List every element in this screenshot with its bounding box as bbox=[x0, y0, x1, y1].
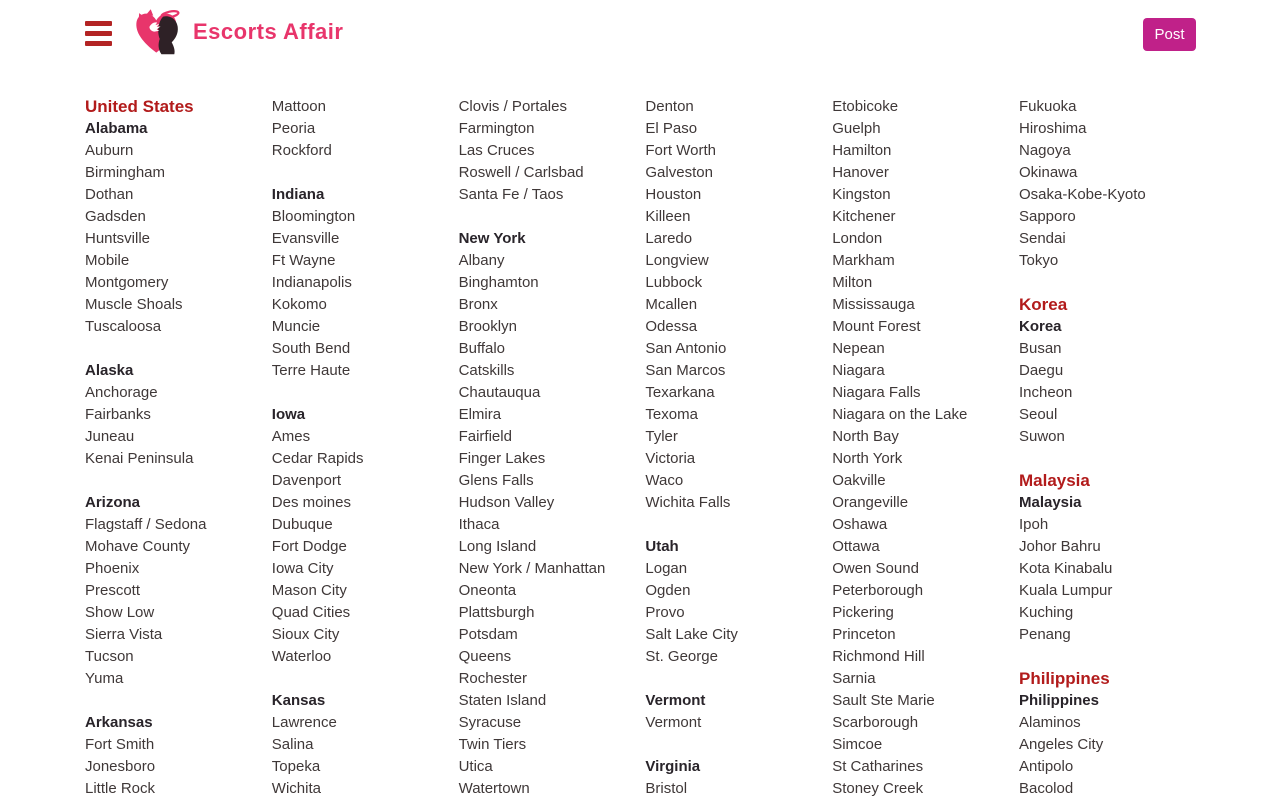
state-heading[interactable]: Virginia bbox=[645, 758, 701, 775]
city-link[interactable]: San Antonio bbox=[645, 340, 727, 357]
city-link[interactable]: Tuscaloosa bbox=[85, 318, 162, 335]
city-link[interactable]: Las Cruces bbox=[458, 142, 535, 159]
row-gap bbox=[85, 690, 272, 712]
city-link[interactable]: Rockford bbox=[271, 142, 332, 159]
city-link[interactable]: Sierra Vista bbox=[85, 626, 163, 643]
city-link[interactable]: Gadsden bbox=[85, 208, 146, 225]
country-heading: Malaysia bbox=[1018, 471, 1090, 490]
city-link[interactable]: Peterborough bbox=[832, 582, 924, 599]
city-link[interactable]: Seoul bbox=[1018, 406, 1058, 423]
city-link[interactable]: Terre Haute bbox=[271, 362, 351, 379]
brand-name: Escorts Affair bbox=[193, 19, 344, 44]
city-link[interactable]: Clovis / Portales bbox=[458, 98, 567, 115]
city-link[interactable]: Ithaca bbox=[458, 516, 500, 533]
city-link[interactable]: Juneau bbox=[85, 428, 135, 445]
city-link[interactable]: Wichita Falls bbox=[645, 494, 731, 511]
city-link[interactable]: New York / Manhattan bbox=[458, 560, 606, 577]
city-link[interactable]: Provo bbox=[645, 604, 685, 621]
city-link[interactable]: Sioux City bbox=[271, 626, 340, 643]
directory-column bbox=[272, 96, 459, 800]
city-link[interactable]: Little Rock bbox=[85, 780, 156, 797]
city-link[interactable]: Kokomo bbox=[271, 296, 327, 313]
state-heading[interactable]: Iowa bbox=[271, 406, 306, 423]
city-link[interactable]: Hamilton bbox=[832, 142, 892, 159]
city-link[interactable]: Texoma bbox=[645, 406, 698, 423]
city-link[interactable]: Simcoe bbox=[832, 736, 883, 753]
city-link[interactable]: Staten Island bbox=[458, 692, 547, 709]
city-link[interactable]: Tokyo bbox=[1018, 252, 1059, 269]
city-link[interactable]: Fort Smith bbox=[85, 736, 155, 753]
directory-column bbox=[645, 96, 832, 800]
city-link[interactable]: Long Island bbox=[458, 538, 537, 555]
city-link[interactable]: Huntsville bbox=[85, 230, 151, 247]
state-heading[interactable]: Korea bbox=[1018, 318, 1062, 335]
city-link[interactable]: Brooklyn bbox=[458, 318, 517, 335]
city-link[interactable]: Etobicoke bbox=[832, 98, 899, 115]
city-link[interactable]: Muncie bbox=[271, 318, 321, 335]
city-link[interactable]: Sarnia bbox=[832, 670, 876, 687]
city-link[interactable]: Kingston bbox=[832, 186, 891, 203]
city-link[interactable]: North Bay bbox=[832, 428, 899, 445]
menu-button[interactable] bbox=[85, 21, 112, 51]
state-heading[interactable]: Alabama bbox=[85, 120, 148, 137]
city-link[interactable]: Orangeville bbox=[832, 494, 909, 511]
city-link[interactable]: Phoenix bbox=[85, 560, 140, 577]
city-link[interactable]: Niagara Falls bbox=[832, 384, 921, 401]
city-link[interactable]: Niagara on the Lake bbox=[832, 406, 968, 423]
city-link[interactable]: Princeton bbox=[832, 626, 896, 643]
hamburger-icon bbox=[85, 21, 112, 26]
city-link[interactable]: Auburn bbox=[85, 142, 134, 159]
city-link[interactable]: Finger Lakes bbox=[458, 450, 546, 467]
row-gap bbox=[272, 382, 459, 404]
city-link[interactable]: Nepean bbox=[832, 340, 885, 357]
city-link[interactable]: Milton bbox=[832, 274, 873, 291]
city-link[interactable]: Odessa bbox=[645, 318, 698, 335]
city-link[interactable]: Santa Fe / Taos bbox=[458, 186, 564, 203]
city-link[interactable]: Show Low bbox=[85, 604, 155, 621]
city-link[interactable]: Pickering bbox=[832, 604, 894, 621]
city-link[interactable]: Incheon bbox=[1018, 384, 1073, 401]
city-link[interactable]: Evansville bbox=[271, 230, 340, 247]
city-link[interactable]: Ft Wayne bbox=[271, 252, 336, 269]
city-link[interactable]: Kuala Lumpur bbox=[1018, 582, 1113, 599]
city-link[interactable]: Denton bbox=[645, 98, 694, 115]
state-heading[interactable]: Indiana bbox=[271, 186, 325, 203]
city-link[interactable]: Des moines bbox=[271, 494, 351, 511]
city-link[interactable]: Sendai bbox=[1018, 230, 1066, 247]
city-link[interactable]: Cedar Rapids bbox=[271, 450, 364, 467]
city-link[interactable]: Texarkana bbox=[645, 384, 715, 401]
city-link[interactable]: Fort Worth bbox=[645, 142, 716, 159]
city-link[interactable]: Scarborough bbox=[832, 714, 919, 731]
city-link[interactable]: Logan bbox=[645, 560, 688, 577]
city-link[interactable]: Markham bbox=[832, 252, 895, 269]
city-link[interactable]: Antipolo bbox=[1018, 758, 1074, 775]
city-link[interactable]: Penang bbox=[1018, 626, 1071, 643]
city-link[interactable]: Fairbanks bbox=[85, 406, 151, 423]
city-link[interactable]: Wichita bbox=[271, 780, 321, 797]
city-link[interactable]: Osaka-Kobe-Kyoto bbox=[1018, 186, 1146, 203]
city-link[interactable]: South Bend bbox=[271, 340, 351, 357]
city-link[interactable]: Iowa City bbox=[271, 560, 334, 577]
row-gap bbox=[1019, 448, 1206, 470]
row-gap bbox=[459, 206, 646, 228]
city-link[interactable]: Mohave County bbox=[85, 538, 191, 555]
city-link[interactable]: Prescott bbox=[85, 582, 141, 599]
city-link[interactable]: Ipoh bbox=[1018, 516, 1049, 533]
city-link[interactable]: Farmington bbox=[458, 120, 535, 137]
city-link[interactable]: Oneonta bbox=[458, 582, 517, 599]
city-link[interactable]: Utica bbox=[458, 758, 493, 775]
state-heading[interactable]: New York bbox=[458, 230, 526, 247]
city-link[interactable]: Rochester bbox=[458, 670, 527, 687]
city-link[interactable]: Bristol bbox=[645, 780, 688, 797]
city-link[interactable]: Hanover bbox=[832, 164, 889, 181]
city-link[interactable]: Plattsburgh bbox=[458, 604, 535, 621]
state-heading[interactable]: Philippines bbox=[1018, 692, 1099, 709]
post-button[interactable]: Post bbox=[1143, 18, 1196, 51]
city-link[interactable]: Victoria bbox=[645, 450, 696, 467]
city-link[interactable]: Syracuse bbox=[458, 714, 522, 731]
city-link[interactable]: Okinawa bbox=[1018, 164, 1078, 181]
city-link[interactable]: Lubbock bbox=[645, 274, 703, 291]
city-directory bbox=[85, 96, 1206, 800]
city-link[interactable]: Montgomery bbox=[85, 274, 169, 291]
city-link[interactable]: Ogden bbox=[645, 582, 691, 599]
city-link[interactable]: Guelph bbox=[832, 120, 881, 137]
city-link[interactable]: Alaminos bbox=[1018, 714, 1081, 731]
city-link[interactable]: Waterloo bbox=[271, 648, 332, 665]
directory-column bbox=[1019, 96, 1206, 800]
city-link[interactable]: Stoney Creek bbox=[832, 780, 924, 797]
city-link[interactable]: St Catharines bbox=[832, 758, 924, 775]
city-link[interactable]: Angeles City bbox=[1018, 736, 1104, 753]
city-link[interactable]: Flagstaff / Sedona bbox=[85, 516, 207, 533]
city-link[interactable]: Johor Bahru bbox=[1018, 538, 1101, 555]
city-link[interactable]: Fort Dodge bbox=[271, 538, 347, 555]
city-link[interactable]: Bacolod bbox=[1018, 780, 1074, 797]
row-gap bbox=[272, 162, 459, 184]
city-link[interactable]: Daegu bbox=[1018, 362, 1064, 379]
city-link[interactable]: Hudson Valley bbox=[458, 494, 555, 511]
city-link[interactable]: Mount Forest bbox=[832, 318, 921, 335]
city-link[interactable]: Buffalo bbox=[458, 340, 506, 357]
city-link[interactable]: Nagoya bbox=[1018, 142, 1071, 159]
city-link[interactable]: Mattoon bbox=[271, 98, 326, 115]
city-link[interactable]: Dothan bbox=[85, 186, 134, 203]
city-link[interactable]: Hiroshima bbox=[1018, 120, 1087, 137]
city-link[interactable]: Sapporo bbox=[1018, 208, 1076, 225]
city-link[interactable]: Fairfield bbox=[458, 428, 512, 445]
city-link[interactable]: Salt Lake City bbox=[645, 626, 738, 643]
city-link[interactable]: Longview bbox=[645, 252, 709, 269]
city-link[interactable]: Killeen bbox=[645, 208, 691, 225]
city-link[interactable]: Yuma bbox=[85, 670, 124, 687]
country-heading: Korea bbox=[1018, 295, 1068, 314]
brand-logo[interactable] bbox=[132, 8, 343, 56]
state-heading[interactable]: Arizona bbox=[85, 494, 141, 511]
row-gap bbox=[272, 668, 459, 690]
row-gap bbox=[1019, 646, 1206, 668]
city-link[interactable]: Sault Ste Marie bbox=[832, 692, 935, 709]
city-link[interactable]: Albany bbox=[458, 252, 505, 269]
city-link[interactable]: Birmingham bbox=[85, 164, 166, 181]
city-link[interactable]: St. George bbox=[645, 648, 718, 665]
city-link[interactable]: Davenport bbox=[271, 472, 342, 489]
row-gap bbox=[85, 470, 272, 492]
city-link[interactable]: Kitchener bbox=[832, 208, 896, 225]
country-heading: United States bbox=[85, 97, 194, 116]
city-link[interactable]: Queens bbox=[458, 648, 512, 665]
city-link[interactable]: Glens Falls bbox=[458, 472, 534, 489]
city-link[interactable]: Ottawa bbox=[832, 538, 880, 555]
city-link[interactable]: Waco bbox=[645, 472, 684, 489]
city-link[interactable]: Kuching bbox=[1018, 604, 1074, 621]
city-link[interactable]: Muscle Shoals bbox=[85, 296, 183, 313]
city-link[interactable]: Fukuoka bbox=[1018, 98, 1077, 115]
state-heading[interactable]: Arkansas bbox=[85, 714, 153, 731]
city-link[interactable]: El Paso bbox=[645, 120, 698, 137]
country-heading: Philippines bbox=[1018, 669, 1110, 688]
city-link[interactable]: Mississauga bbox=[832, 296, 915, 313]
city-link[interactable]: Kenai Peninsula bbox=[85, 450, 194, 467]
top-bar bbox=[0, 0, 1280, 96]
row-gap bbox=[645, 668, 832, 690]
city-link[interactable]: Vermont bbox=[645, 714, 702, 731]
city-link[interactable]: Binghamton bbox=[458, 274, 539, 291]
row-gap bbox=[1019, 272, 1206, 294]
city-link[interactable]: Ames bbox=[271, 428, 311, 445]
city-link[interactable]: Mcallen bbox=[645, 296, 698, 313]
city-link[interactable]: Bronx bbox=[458, 296, 498, 313]
row-gap bbox=[85, 338, 272, 360]
city-link[interactable]: Busan bbox=[1018, 340, 1062, 357]
city-link[interactable]: Galveston bbox=[645, 164, 713, 181]
city-link[interactable]: Laredo bbox=[645, 230, 693, 247]
city-link[interactable]: Tyler bbox=[645, 428, 678, 445]
city-link[interactable]: Suwon bbox=[1018, 428, 1065, 445]
city-link[interactable]: Topeka bbox=[271, 758, 321, 775]
city-link[interactable]: Indianapolis bbox=[271, 274, 352, 291]
city-link[interactable]: Oshawa bbox=[832, 516, 888, 533]
city-link[interactable]: San Marcos bbox=[645, 362, 726, 379]
city-link[interactable]: Kota Kinabalu bbox=[1018, 560, 1113, 577]
row-gap bbox=[645, 514, 832, 536]
city-link[interactable]: Richmond Hill bbox=[832, 648, 925, 665]
state-heading[interactable]: Utah bbox=[645, 538, 679, 555]
directory-column bbox=[85, 96, 272, 800]
city-link[interactable]: Potsdam bbox=[458, 626, 518, 643]
heart-devil-angel-icon bbox=[132, 8, 184, 56]
state-heading[interactable]: Kansas bbox=[271, 692, 326, 709]
state-heading[interactable]: Vermont bbox=[645, 692, 706, 709]
city-link[interactable]: Tucson bbox=[85, 648, 134, 665]
directory-column bbox=[832, 96, 1019, 800]
row-gap bbox=[645, 734, 832, 756]
city-link[interactable]: London bbox=[832, 230, 883, 247]
city-link[interactable]: Twin Tiers bbox=[458, 736, 527, 753]
city-link[interactable]: Lawrence bbox=[271, 714, 337, 731]
city-link[interactable]: Dubuque bbox=[271, 516, 333, 533]
city-link[interactable]: Owen Sound bbox=[832, 560, 919, 577]
city-link[interactable]: Catskills bbox=[458, 362, 515, 379]
city-link[interactable]: North York bbox=[832, 450, 903, 467]
city-link[interactable]: Mason City bbox=[271, 582, 347, 599]
city-link[interactable]: Houston bbox=[645, 186, 702, 203]
city-link[interactable]: Salina bbox=[271, 736, 314, 753]
city-link[interactable]: Niagara bbox=[832, 362, 885, 379]
city-link[interactable]: Watertown bbox=[458, 780, 530, 797]
city-link[interactable]: Jonesboro bbox=[85, 758, 156, 775]
city-link[interactable]: Oakville bbox=[832, 472, 886, 489]
city-link[interactable]: Bloomington bbox=[271, 208, 356, 225]
state-heading[interactable]: Malaysia bbox=[1018, 494, 1082, 511]
city-link[interactable]: Quad Cities bbox=[271, 604, 351, 621]
city-link[interactable]: Mobile bbox=[85, 252, 130, 269]
city-link[interactable]: Roswell / Carlsbad bbox=[458, 164, 584, 181]
city-link[interactable]: Anchorage bbox=[85, 384, 158, 401]
state-heading[interactable]: Alaska bbox=[85, 362, 134, 379]
city-link[interactable]: Peoria bbox=[271, 120, 316, 137]
city-link[interactable]: Elmira bbox=[458, 406, 502, 423]
city-link[interactable]: Chautauqua bbox=[458, 384, 541, 401]
directory-column bbox=[459, 96, 646, 800]
